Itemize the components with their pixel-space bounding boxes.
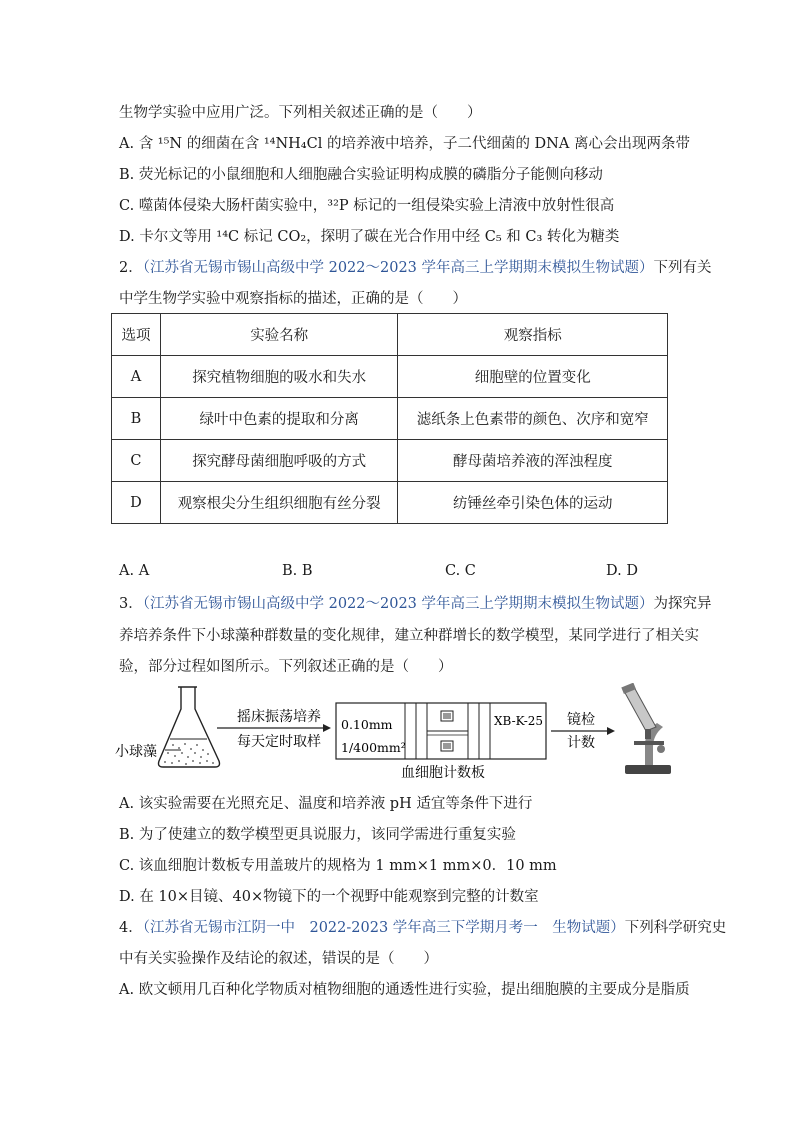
table-cell: 细胞壁的位置变化 — [398, 356, 668, 398]
q2-stem-a: 下列有关 — [653, 260, 712, 276]
count-label-top: 镜检 — [567, 712, 595, 728]
q1-option-c: C. 噬菌体侵染大肠杆菌实验中，³²P 标记的一组侵染实验上清液中放射性很高 — [119, 198, 615, 214]
q3-option-c: C. 该血细胞计数板专用盖玻片的规格为 1 mm×1 mm×0．10 mm — [119, 858, 557, 874]
q2-answer-b: B. B — [282, 563, 313, 579]
table-row — [112, 482, 668, 524]
table-cell: B — [112, 398, 161, 440]
table-row — [112, 440, 668, 482]
table-header-cell: 观察指标 — [398, 314, 668, 356]
q2-stem-line-2: 中学生物学实验中观察指标的描述，正确的是（ ） — [119, 291, 467, 307]
table-cell: 观察根尖分生组织细胞有丝分裂 — [160, 482, 398, 524]
q2-answer-c: C. C — [445, 563, 476, 579]
q3-number: 3． — [119, 596, 143, 612]
q3-stem-line-2: 养培养条件下小球藻种群数量的变化规律，建立种群增长的数学模型，某同学进行了相关实 — [119, 628, 699, 644]
q3-experiment-diagram — [115, 683, 695, 783]
arrow-head-icon — [607, 727, 615, 735]
q3-stem-a: 为探究异 — [653, 596, 712, 612]
q4-number: 4． — [119, 920, 143, 936]
table-row — [112, 398, 668, 440]
q1-option-a: A. 含 ¹⁵N 的细菌在含 ¹⁴NH₄Cl 的培养液中培养，子二代细菌的 DNA 离心会出现两条带 — [119, 136, 690, 152]
table-cell: 纺锤丝牵引染色体的运动 — [398, 482, 668, 524]
q2-number: 2． — [119, 260, 143, 276]
count-label-bottom: 计数 — [567, 735, 595, 751]
chamber-depth: 0.10mm — [341, 717, 393, 732]
question-1-stem-tail: 生物学实验中应用广泛。下列相关叙述正确的是（ ） — [119, 105, 482, 121]
table-cell: 探究植物细胞的吸水和失水 — [160, 356, 398, 398]
q4-stem-line-1 — [119, 918, 726, 938]
table-header-row — [112, 314, 668, 356]
q4-source: （江苏省无锡市江阴一中 2022-2023 学年高三下学期月考一 生物试题） — [142, 920, 625, 936]
table-row — [112, 356, 668, 398]
algae-label: 小球藻 — [115, 744, 157, 760]
chamber-area: 1/400mm² — [341, 740, 406, 755]
q1-option-b: B. 荧光标记的小鼠细胞和人细胞融合实验证明构成膜的磷脂分子能侧向移动 — [119, 167, 603, 183]
table-cell: A — [112, 356, 161, 398]
table-cell: D — [112, 482, 161, 524]
q4-option-a: A. 欧文顿用几百种化学物质对植物细胞的通透性进行实验，提出细胞膜的主要成分是脂质 — [119, 982, 690, 998]
q2-table — [111, 313, 668, 524]
table-header-cell: 实验名称 — [160, 314, 398, 356]
q4-stem-a: 下列科学研究史 — [624, 920, 727, 936]
table-cell: C — [112, 440, 161, 482]
flask-icon — [159, 687, 220, 767]
table-cell: 绿叶中色素的提取和分离 — [160, 398, 398, 440]
arrow-label-bottom: 每天定时取样 — [237, 734, 321, 750]
table-header-cell: 选项 — [112, 314, 161, 356]
arrow-head-icon — [323, 724, 331, 732]
q4-stem-line-2: 中有关实验操作及结论的叙述，错误的是（ ） — [119, 951, 438, 967]
q3-option-d: D. 在 10×目镜、40×物镜下的一个视野中能观察到完整的计数室 — [119, 889, 539, 905]
table-cell: 探究酵母菌细胞呼吸的方式 — [160, 440, 398, 482]
q3-option-b: B. 为了使建立的数学模型更具说服力，该同学需进行重复实验 — [119, 827, 516, 843]
microscope-icon — [621, 683, 671, 774]
arrow-label-top: 摇床振荡培养 — [237, 709, 321, 725]
q3-option-a: A. 该实验需要在光照充足、温度和培养液 pH 适宜等条件下进行 — [119, 796, 533, 812]
q2-source: （江苏省无锡市锡山高级中学 2022～2023 学年高三上学期期末模拟生物试题） — [142, 260, 654, 276]
q3-stem-line-1 — [119, 594, 712, 614]
chamber-model: XB-K-25 — [494, 714, 544, 728]
q3-stem-line-3: 验，部分过程如图所示。下列叙述正确的是（ ） — [119, 659, 453, 675]
q2-answer-d: D. D — [606, 563, 638, 579]
q3-source: （江苏省无锡市锡山高级中学 2022～2023 学年高三上学期期末模拟生物试题） — [142, 596, 654, 612]
chamber-caption: 血细胞计数板 — [401, 765, 485, 781]
q2-answer-a: A. A — [119, 563, 150, 579]
q2-stem-line-1 — [119, 258, 712, 278]
q1-option-d: D. 卡尔文等用 ¹⁴C 标记 CO₂，探明了碳在光合作用中经 C₅ 和 C₃ 转化为糖类 — [119, 229, 620, 245]
table-cell: 滤纸条上色素带的颜色、次序和宽窄 — [398, 398, 668, 440]
table-cell: 酵母菌培养液的浑浊程度 — [398, 440, 668, 482]
